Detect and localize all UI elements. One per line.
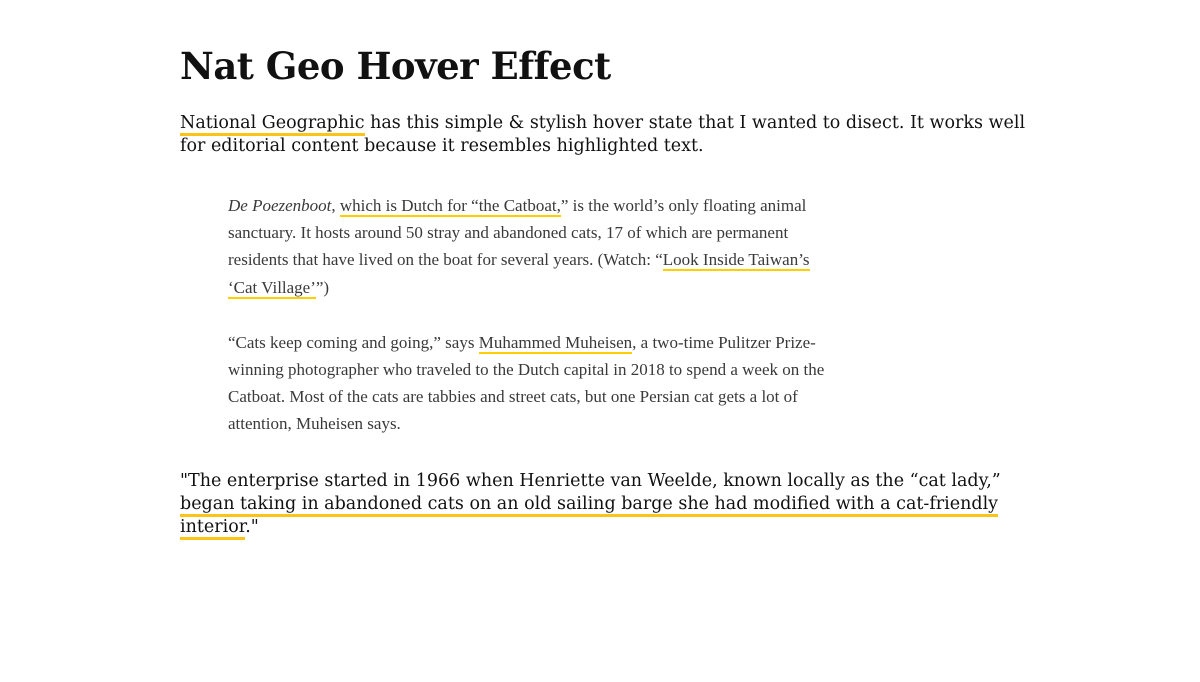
national-geographic-link[interactable]: National Geographic (180, 113, 365, 136)
quote-end: ." (245, 517, 259, 537)
quote-paragraph (180, 470, 1040, 539)
screenshot-text: ”) (315, 277, 330, 297)
screenshot-paragraph-2 (228, 329, 828, 438)
quote-link[interactable]: began taking in abandoned cats on an old sailing barge she had modified with a cat-friendly interior (180, 494, 998, 540)
screenshot-text: “Cats keep coming and going,” says (228, 332, 479, 352)
catboat-link: which is Dutch for “the Catboat, (339, 196, 561, 215)
intro-paragraph (180, 112, 1040, 158)
screenshot-text: ” is the world’s only floating animal sanctuary. It hosts around 50 stray and abandoned cats, 17 of which are permanent residents that have lived on the boat for several years. (Watch: “ (228, 196, 807, 270)
muheisen-link: Muhammed Muheisen (478, 332, 633, 352)
example-screenshot (228, 192, 828, 438)
page-title: Nat Geo Hover Effect (180, 44, 611, 88)
screenshot-text: , a two-time Pulitzer Prize-winning photographer who traveled to the Dutch capital in 2018 to spend a week on the Catboat. Most of the cats are tabbies and street cats, but one Persian cat gets a lot of attention, Muheisen says. (228, 332, 825, 434)
screenshot-text: , (331, 196, 340, 215)
boat-name: De Poezenboot (228, 196, 332, 215)
intro-text: has this simple & stylish hover state that I wanted to disect. It works well for editorial content because it resembles highlighted text. (180, 113, 1026, 156)
screenshot-paragraph-1 (228, 192, 828, 301)
quote-text: "The enterprise started in 1966 when Henriette van Weelde, known locally as the “cat lady,” (180, 471, 1001, 491)
cat-village-link: Look Inside Taiwan’s ‘Cat Village’ (228, 250, 810, 297)
